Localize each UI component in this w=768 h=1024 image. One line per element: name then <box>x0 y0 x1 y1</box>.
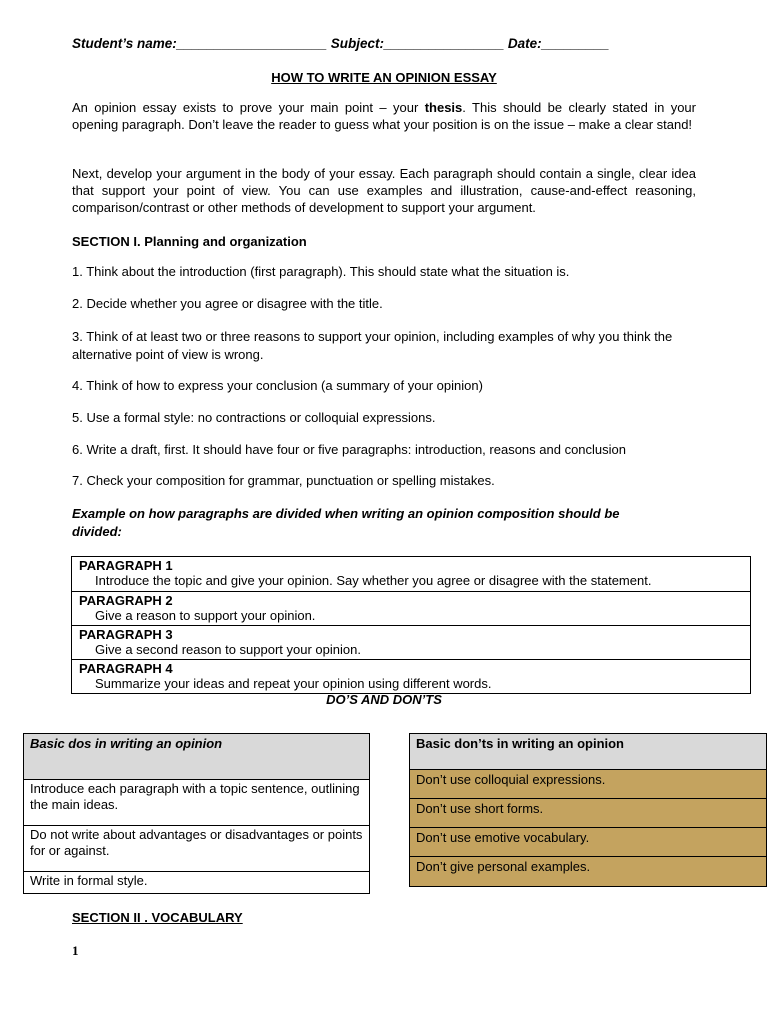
donts-item: Don’t use emotive vocabulary. <box>410 828 766 857</box>
step-1: 1. Think about the introduction (first paragraph). This should state what the situation is. <box>72 264 570 279</box>
section-2-heading: SECTION II . VOCABULARY <box>72 910 243 925</box>
subject-field: Subject:________________ <box>330 36 505 51</box>
donts-table-heading: Basic don’ts in writing an opinion <box>410 734 766 770</box>
intro-p1-text-b: . This should be clearly stated in your opening paragraph. Don’t leave the reader to guess what your position is on the issue – make a clear stand! <box>72 100 696 132</box>
step-2: 2. Decide whether you agree or disagree with the title. <box>72 296 383 311</box>
intro-paragraph-1 <box>72 99 696 133</box>
student-info-line <box>72 36 609 51</box>
paragraph-heading: PARAGRAPH 4 <box>79 661 173 676</box>
dos-table-heading: Basic dos in writing an opinion <box>24 734 369 780</box>
paragraph-description: Give a reason to support your opinion. <box>95 608 316 623</box>
paragraph-row <box>72 591 750 625</box>
step-3: 3. Think of at least two or three reasons to support your opinion, including examples of why you think the alternative point of view is wrong. <box>72 329 673 362</box>
paragraph-description: Introduce the topic and give your opinion. Say whether you agree or disagree with the statement. <box>95 573 652 588</box>
paragraph-structure-table <box>71 556 751 694</box>
page-number: 1 <box>72 943 79 958</box>
page-title: HOW TO WRITE AN OPINION ESSAY <box>271 70 497 85</box>
step-5: 5. Use a formal style: no contractions or colloquial expressions. <box>72 410 436 425</box>
paragraph-heading: PARAGRAPH 3 <box>79 627 173 642</box>
intro-p1-text-a: An opinion essay exists to prove your main point – your <box>72 100 425 115</box>
dos-item: Do not write about advantages or disadvantages or points for or against. <box>24 826 369 872</box>
donts-item: Don’t use colloquial expressions. <box>410 770 766 799</box>
dos-item: Introduce each paragraph with a topic sentence, outlining the main ideas. <box>24 780 369 826</box>
thesis-word: thesis <box>424 100 463 115</box>
paragraph-row <box>72 625 750 659</box>
donts-table <box>409 733 767 887</box>
dos-and-donts-title: DO’S AND DON’TS <box>326 692 442 707</box>
date-field: Date:_________ <box>507 36 610 51</box>
example-heading: Example on how paragraphs are divided when writing an opinion composition should be divided: <box>72 506 620 539</box>
paragraph-row <box>72 557 750 591</box>
step-4: 4. Think of how to express your conclusion (a summary of your opinion) <box>72 378 483 393</box>
step-6: 6. Write a draft, first. It should have four or five paragraphs: introduction, reasons and conclusion <box>72 442 626 457</box>
dos-table <box>23 733 370 894</box>
donts-item: Don’t use short forms. <box>410 799 766 828</box>
paragraph-description: Give a second reason to support your opinion. <box>95 642 361 657</box>
paragraph-row <box>72 659 750 693</box>
student-name-field: Student’s name:____________________ <box>72 36 327 51</box>
paragraph-description: Summarize your ideas and repeat your opinion using different words. <box>95 676 492 691</box>
intro-paragraph-2: Next, develop your argument in the body of your essay. Each paragraph should contain a single, clear idea that support your point of view. You can use examples and illustration, cause-and-effect reasoning, comparison/contrast or other methods of development to support your argument. <box>72 166 696 215</box>
section-1-heading: SECTION I. Planning and organization <box>72 234 307 249</box>
paragraph-heading: PARAGRAPH 2 <box>79 593 173 608</box>
step-7: 7. Check your composition for grammar, punctuation or spelling mistakes. <box>72 473 495 488</box>
donts-item: Don’t give personal examples. <box>410 857 766 886</box>
paragraph-heading: PARAGRAPH 1 <box>79 558 173 573</box>
dos-item: Write in formal style. <box>30 873 148 888</box>
